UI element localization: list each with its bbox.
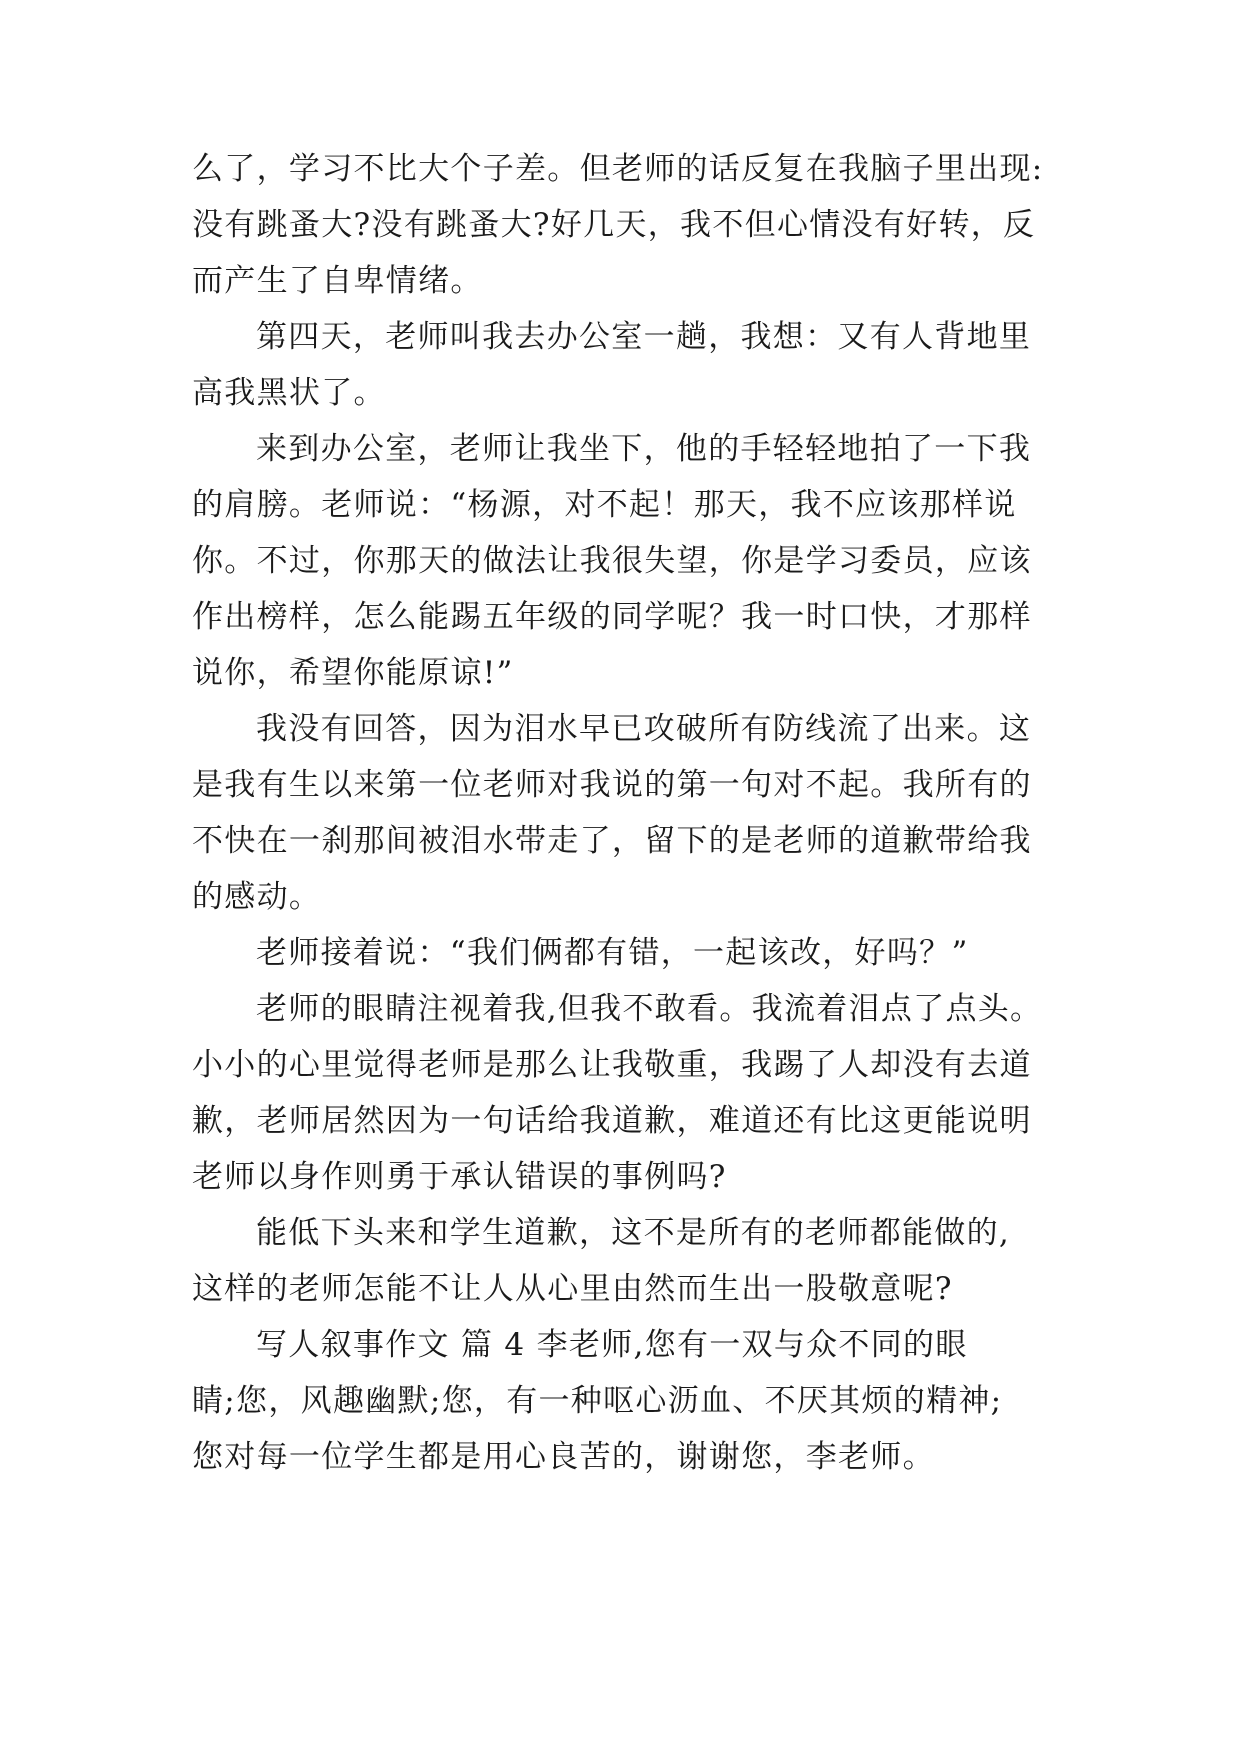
- text-line: 能低下头来和学生道歉，这不是所有的老师都能做的,: [256, 1215, 1011, 1251]
- text-line: 您对每一位学生都是用心良苦的，谢谢您，李老师。: [192, 1439, 935, 1475]
- text-line: 的肩膀。老师说：“杨源，对不起！那天，我不应该那样说: [192, 487, 1017, 523]
- text-line: 而产生了自卑情绪。: [192, 263, 483, 299]
- text-line: 不快在一刹那间被泪水带走了，留下的是老师的道歉带给我: [192, 823, 1032, 859]
- text-line: 没有跳蚤大?没有跳蚤大?好几天，我不但心情没有好转，反: [192, 207, 1036, 243]
- text-line: 歉，老师居然因为一句话给我道歉，难道还有比这更能说明: [192, 1103, 1032, 1139]
- text-line: 老师以身作则勇于承认错误的事例吗?: [192, 1159, 727, 1195]
- text-line: 写人叙事作文 篇 4 李老师,您有一双与众不同的眼: [256, 1327, 968, 1363]
- text-line: 么了，学习不比大个子差。但老师的话反复在我脑子里出现:: [192, 151, 1044, 187]
- text-line: 的感动。: [192, 879, 322, 915]
- text-line: 你。不过，你那天的做法让我很失望，你是学习委员，应该: [192, 543, 1032, 579]
- text-line: 老师的眼睛注视着我,但我不敢看。我流着泪点了点头。: [256, 991, 1043, 1027]
- text-line: 睛;您，风趣幽默;您，有一种呕心沥血、不厌其烦的精神;: [192, 1383, 1003, 1419]
- text-line: 小小的心里觉得老师是那么让我敬重，我踢了人却没有去道: [192, 1047, 1032, 1083]
- text-line: 高我黑状了。: [192, 375, 386, 411]
- text-line: 老师接着说：“我们俩都有错，一起该改，好吗？”: [256, 935, 969, 971]
- text-line: 第四天，老师叫我去办公室一趟，我想：又有人背地里: [256, 319, 1032, 355]
- text-line: 来到办公室，老师让我坐下，他的手轻轻地拍了一下我: [256, 431, 1032, 467]
- text-line: 是我有生以来第一位老师对我说的第一句对不起。我所有的: [192, 767, 1032, 803]
- text-line: 作出榜样，怎么能踢五年级的同学呢？我一时口快，才那样: [192, 599, 1032, 635]
- text-line: 说你，希望你能原谅!”: [192, 655, 514, 691]
- text-line: 这样的老师怎能不让人从心里由然而生出一股敬意呢?: [192, 1271, 953, 1307]
- text-line: 我没有回答，因为泪水早已攻破所有防线流了出来。这: [256, 711, 1032, 747]
